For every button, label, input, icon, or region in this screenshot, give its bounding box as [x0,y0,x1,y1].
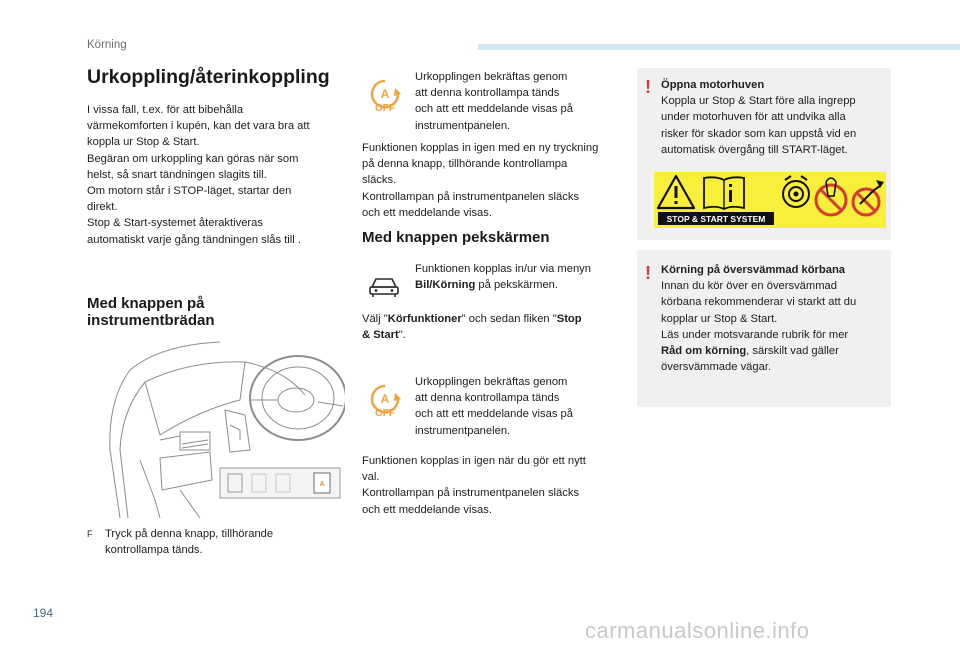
page-number: 194 [33,606,54,620]
confirm-paragraph-1: Urkopplingen bekräftas genom att denna kontrollampa tänds och att ett meddelande visas på instrumentpanelen. [415,71,573,132]
engine-belt-icon [783,176,809,207]
intro-line: Begäran om urkoppling kan göras när som [87,152,299,165]
sticker-pictograms [654,172,886,228]
off-icon-text: OFF [375,408,395,417]
intro-paragraph [87,102,337,248]
warning-title: Öppna motorhuven [661,79,765,91]
bullet-text-line2: kontrollampa tänds. [105,544,203,557]
intro-line: automatiskt varje gång tändningen slås till . [87,233,301,246]
bullet-arrow-icon: F [87,529,93,539]
svg-text:A: A [319,481,325,488]
bullet-press-button [87,526,347,558]
subtitle-dashboard-button: Med knappen på instrumentbrädan [87,295,215,329]
sticker-label: STOP & START SYSTEM [666,214,766,224]
warning-exclamation-icon: ! [645,77,651,97]
no-hands-icon [816,178,846,215]
off-icon-letter: A [380,87,390,101]
intro-line: värmekomforten i kupén, kan det vara bra att [87,120,310,133]
reconnect-paragraph-2: Funktionen kopplas in igen när du gör ett nytt val. Kontrollampan på instrumentpanelen släcks och ett meddelande visas. [362,455,586,516]
off-icon-letter: A [380,392,390,406]
page-title: Urkoppling/återinkoppling [87,66,330,88]
dashboard-illustration [100,340,345,518]
stop-start-warning-sticker [654,172,886,228]
intro-line: direkt. [87,201,118,214]
intro-line: Om motorn står i STOP-läget, startar den [87,185,292,198]
warning-title: Körning på översvämmad körbana [661,264,846,276]
intro-line: I vissa fall, t.ex. för att bibehålla [87,104,244,116]
intro-line: koppla ur Stop & Start. [87,136,200,149]
stop-start-off-icon [368,78,402,112]
intro-line: helst, så snart tändningen slagits till. [87,168,267,181]
reconnect-paragraph-1: Funktionen kopplas in igen med en ny tryckning på denna knapp, tillhörande kontrollampa släcks. Kontrollampan på instrumentpanelen släcks och ett meddelande visas. [362,142,599,219]
choose-tab-instruction: Välj "Körfunktioner" och sedan fliken "Stop & Start". [362,313,582,342]
section-label: Körning [87,39,127,51]
confirm-paragraph-2: Urkopplingen bekräftas genom att denna kontrollampa tänds och att ett meddelande visas på instrumentpanelen. [415,376,573,437]
no-tool-icon [853,180,884,215]
off-icon-text: OFF [375,103,395,112]
car-icon [368,275,400,299]
menu-instructions: Funktionen kopplas in/ur via menyn Bil/Körning på pekskärmen. [415,263,591,292]
warning-exclamation-icon: ! [645,263,651,283]
warning-open-bonnet-text: Öppna motorhuven Koppla ur Stop & Start före alla ingrepp under motorhuven för att undvika alla risker för skador som kan uppstå vid en automatisk övergång till START-läget. [661,77,887,158]
watermark: carmanualsonline.info [585,618,810,643]
intro-line: Stop & Start-systemet återaktiveras [87,217,263,230]
warning-flooded-road-text: Körning på översvämmad körbana Innan du kör över en översvämmad körbana rekommenderar vi starkt att du kopplar ur Stop & Start. Läs under motsvarande rubrik för mer Råd om körning, särskilt vad gäller översvämmade vägar. [661,262,887,375]
subtitle-touchscreen: Med knappen pekskärmen [362,229,550,246]
header-accent-bar [478,44,960,50]
bullet-text-line1: Tryck på denna knapp, tillhörande [105,528,274,540]
stop-start-off-icon [368,383,402,417]
